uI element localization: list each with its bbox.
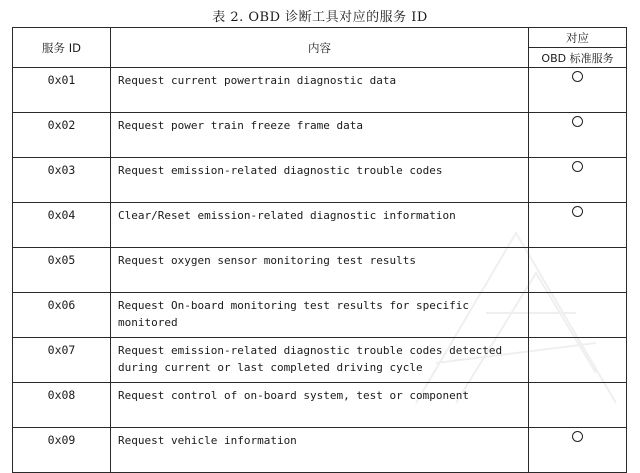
circle-mark-icon [572,71,583,82]
table-row [13,428,627,473]
service-description-cell: Request vehicle information [111,428,529,473]
table-row [13,68,627,113]
obd-standard-cell [529,113,627,158]
service-id-cell: 0x08 [13,383,111,428]
circle-mark-icon [572,431,583,442]
table-row [13,203,627,248]
service-description-cell: Request oxygen sensor monitoring test results [111,248,529,293]
table-row [13,158,627,203]
service-description-cell: Request current powertrain diagnostic data [111,68,529,113]
obd-standard-cell [529,68,627,113]
circle-mark-icon [572,161,583,172]
table-row [13,338,627,383]
service-id-cell: 0x04 [13,203,111,248]
service-id-cell: 0x02 [13,113,111,158]
obd-service-table [12,27,627,473]
circle-mark-icon [572,116,583,127]
obd-standard-cell [529,203,627,248]
header-correspond: 对应 [529,28,627,48]
obd-standard-cell [529,338,627,383]
header-content: 内容 [111,28,529,68]
service-description-cell: Request emission-related diagnostic trouble codes [111,158,529,203]
service-id-cell: 0x01 [13,68,111,113]
service-id-cell: 0x05 [13,248,111,293]
header-obd-standard: OBD 标准服务 [529,48,627,68]
service-description-cell: Request power train freeze frame data [111,113,529,158]
table-row [13,113,627,158]
table-row [13,383,627,428]
service-id-cell: 0x03 [13,158,111,203]
obd-standard-cell [529,428,627,473]
circle-mark-icon [572,206,583,217]
obd-standard-cell [529,248,627,293]
obd-standard-cell [529,293,627,338]
table-caption: 表 2. OBD 诊断工具对应的服务 ID [212,10,428,25]
table-row [13,293,627,338]
service-id-cell: 0x06 [13,293,111,338]
table-row [13,248,627,293]
obd-standard-cell [529,158,627,203]
service-id-cell: 0x09 [13,428,111,473]
table-body [13,68,627,473]
obd-standard-cell [529,383,627,428]
service-description-cell: Request control of on-board system, test or component [111,383,529,428]
header-service-id: 服务 ID [13,28,111,68]
service-description-cell: Clear/Reset emission-related diagnostic information [111,203,529,248]
service-id-cell: 0x07 [13,338,111,383]
service-description-cell: Request emission-related diagnostic trouble codes detected during current or last completed driving cycle [111,338,529,383]
service-description-cell: Request On-board monitoring test results for specific monitored [111,293,529,338]
